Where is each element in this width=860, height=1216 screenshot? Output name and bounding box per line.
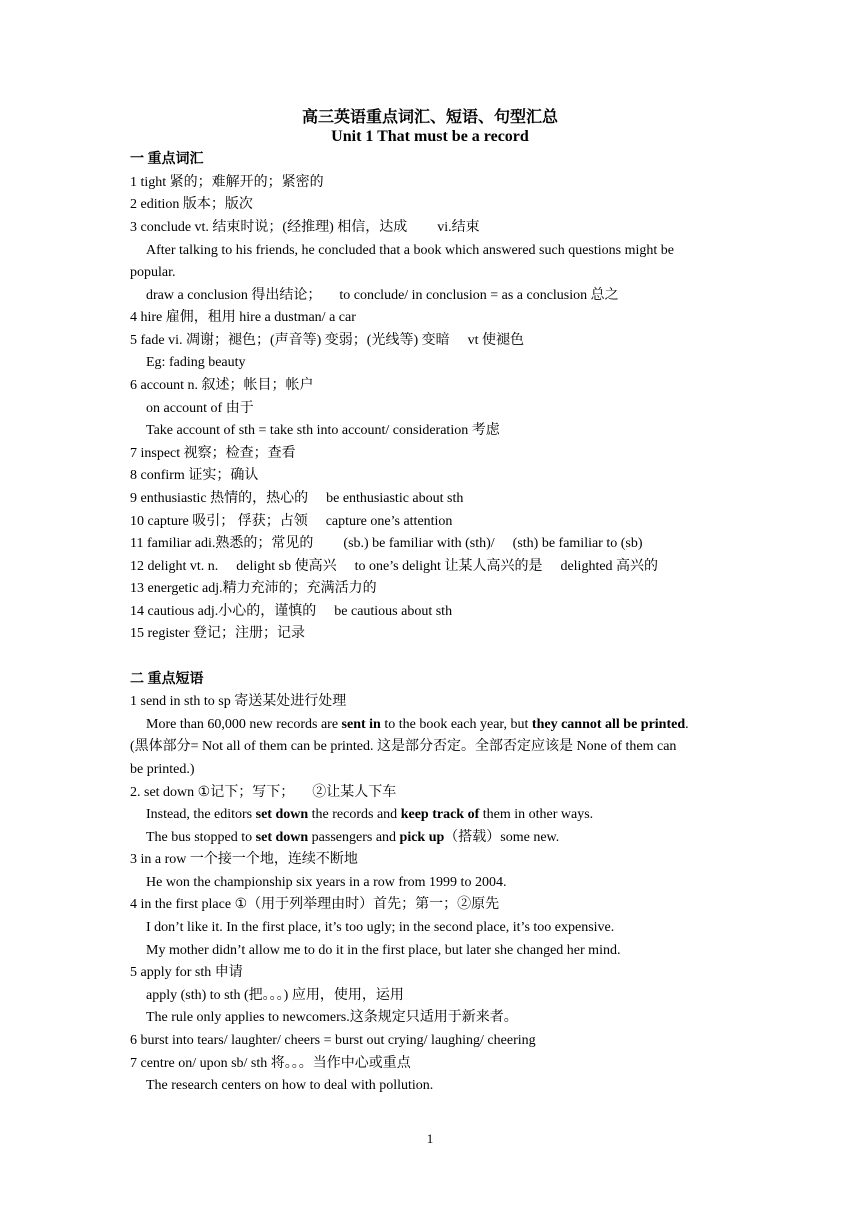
vocab-item: 9 enthusiastic 热情的，热心的 be enthusiastic about sth: [130, 491, 464, 506]
vocab-item: 8 confirm 证实；确认: [130, 468, 259, 483]
phrase-item: 4 in the first place ①（用于列举理由时）首先；第一；②原先: [130, 897, 500, 912]
section-heading-vocabulary: 一 重点词汇: [130, 152, 204, 167]
example-sentence: The rule only applies to newcomers.这条规定只适用于新来者。: [146, 1010, 518, 1025]
phrase-note-continued: be printed.): [130, 762, 195, 777]
vocab-item: 2 edition 版本；版次: [130, 197, 253, 212]
example-sentence: I don’t like it. In the first place, it’s too ugly; in the second place, it’s too expensive.: [146, 920, 615, 935]
vocab-note: draw a conclusion 得出结论； to conclude/ in conclusion = as a conclusion 总之: [146, 288, 619, 303]
example-sentence: He won the championship six years in a row from 1999 to 2004.: [146, 875, 507, 890]
vocab-example: Eg: fading beauty: [146, 355, 246, 370]
vocab-item: 7 inspect 视察；检查；查看: [130, 446, 296, 461]
vocab-item: 13 energetic adj.精力充沛的；充满活力的: [130, 581, 377, 596]
phrase-item: 2. set down ①记下；写下； ②让某人下车: [130, 785, 397, 800]
page-number: 1: [426, 1131, 434, 1146]
vocab-note: on account of 由于: [146, 401, 254, 416]
phrase-item: 1 send in sth to sp 寄送某处进行处理: [130, 694, 347, 709]
vocab-item: 4 hire 雇佣，租用 hire a dustman/ a car: [130, 310, 356, 325]
section-heading-phrases: 二 重点短语: [130, 672, 204, 687]
vocab-item: 3 conclude vt. 结束时说；(经推理) 相信，达成 vi.结束: [130, 220, 480, 235]
vocab-item: 11 familiar adi.熟悉的；常见的 (sb.) be familiar with (sth)/ (sth) be familiar to (sb): [130, 536, 643, 551]
example-sentence: The research centers on how to deal with pollution.: [146, 1078, 434, 1093]
phrase-note: (黑体部分= Not all of them can be printed. 这是部分否定。全部否定应该是 None of them can: [130, 739, 677, 754]
vocab-item: 15 register 登记；注册；记录: [130, 626, 305, 641]
vocab-item: 14 cautious adj.小心的，谨慎的 be cautious about sth: [130, 604, 453, 619]
example-sentence: More than 60,000 new records are sent in to the book each year, but they cannot all be printed.: [146, 717, 689, 732]
example-sentence: After talking to his friends, he concluded that a book which answered such questions might be: [146, 243, 674, 258]
example-sentence: The bus stopped to set down passengers and pick up（搭载）some new.: [146, 830, 560, 845]
phrase-note: apply (sth) to sth (把。。。) 应用，使用，运用: [146, 988, 404, 1003]
phrase-item: 5 apply for sth 申请: [130, 965, 243, 980]
phrase-item: 3 in a row 一个接一个地，连续不断地: [130, 852, 358, 867]
example-sentence-continued: popular.: [130, 265, 176, 280]
vocab-item: 1 tight 紧的；难解开的；紧密的: [130, 175, 324, 190]
example-sentence: My mother didn’t allow me to do it in the first place, but later she changed her mind.: [146, 943, 621, 958]
document-subtitle: Unit 1 That must be a record: [331, 128, 529, 145]
vocab-item: 5 fade vi. 凋谢；褪色；(声音等) 变弱；(光线等) 变暗 vt 使褪色: [130, 333, 525, 348]
phrase-item: 7 centre on/ upon sb/ sth 将。。。当作中心或重点: [130, 1056, 411, 1071]
vocab-item: 12 delight vt. n. delight sb 使高兴 to one’s delight 让某人高兴的是 delighted 高兴的: [130, 559, 659, 574]
vocab-note: Take account of sth = take sth into account/ consideration 考虑: [146, 423, 500, 438]
vocab-item: 6 account n. 叙述；帐目；帐户: [130, 378, 314, 393]
document-title: 高三英语重点词汇、短语、句型汇总: [301, 109, 558, 126]
vocab-item: 10 capture 吸引； 俘获；占领 capture one’s attention: [130, 514, 453, 529]
example-sentence: Instead, the editors set down the records and keep track of them in other ways.: [146, 807, 594, 822]
phrase-item: 6 burst into tears/ laughter/ cheers = burst out crying/ laughing/ cheering: [130, 1033, 536, 1048]
